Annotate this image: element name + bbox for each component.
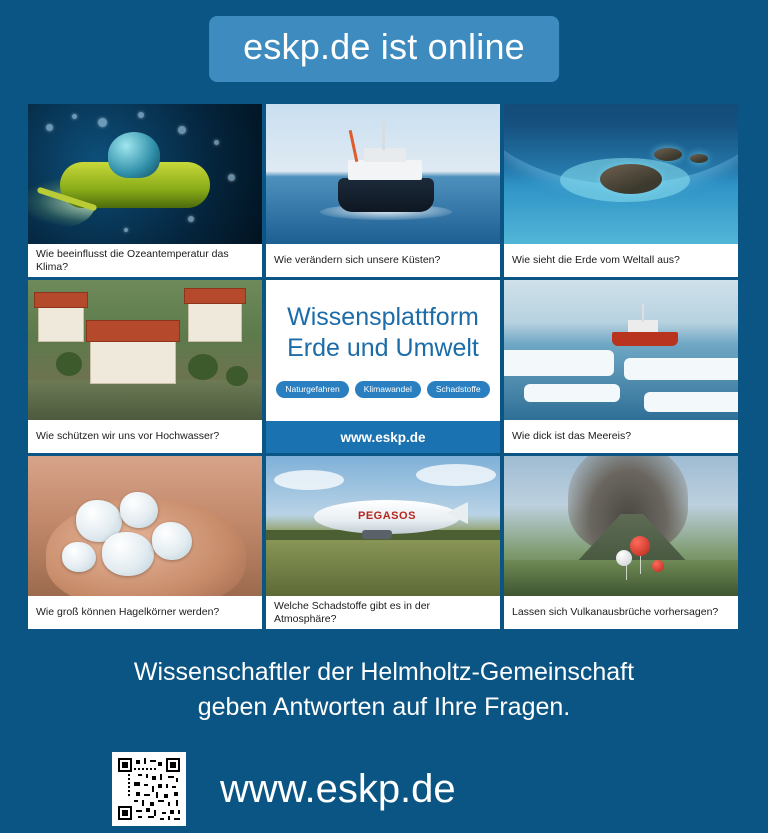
card-caption: Wie dick ist das Meereis?: [512, 430, 632, 442]
icebreaker-photo: [504, 280, 738, 420]
card-caption: Wie verändern sich unsere Küsten?: [274, 254, 441, 266]
ship-hull: [338, 178, 434, 212]
hailstone: [120, 492, 158, 528]
card-caption: Wie groß können Hagelkörner werden?: [36, 606, 220, 618]
island-shape: [690, 154, 708, 163]
card-hail[interactable]: [28, 456, 262, 629]
card-grid: [28, 104, 740, 629]
card-caption: Wie schützen wir uns vor Hochwasser?: [36, 430, 220, 442]
card-caption: Wie sieht die Erde vom Weltall aus?: [512, 254, 680, 266]
tree: [56, 352, 82, 376]
header-banner: [209, 16, 559, 82]
bubble-icon: [178, 126, 186, 134]
research-ship-photo: [266, 104, 500, 244]
bubble-icon: [228, 174, 235, 181]
volcano-photo: [504, 456, 738, 596]
flood-water: [28, 380, 262, 420]
tag-klimawandel[interactable]: Klimawandel: [355, 381, 421, 398]
footer-line-2: geben Antworten auf Ihre Fragen.: [197, 693, 571, 721]
promo-tags: [276, 381, 489, 398]
red-balloon: [630, 536, 650, 556]
promo-title: [287, 302, 479, 364]
building: [188, 300, 242, 342]
ice-floe: [624, 358, 738, 380]
promo-card[interactable]: [266, 280, 500, 453]
promo-title-line1: Wissensplattform: [287, 303, 479, 331]
zeppelin-label: PEGASOS: [358, 510, 416, 522]
icebreaker-hull: [612, 332, 678, 346]
ship-mast: [382, 120, 385, 150]
building: [38, 304, 84, 342]
card-submarine[interactable]: [28, 104, 262, 277]
qr-code[interactable]: [112, 752, 186, 826]
ice-floe: [524, 384, 620, 402]
card-caption: Wie beeinflusst die Ozeantemperatur das Klima?: [36, 247, 229, 273]
promo-title-line2: Erde und Umwelt: [287, 334, 479, 362]
footer-url[interactable]: www.eskp.de: [220, 767, 456, 811]
earth-from-space-photo: [504, 104, 738, 244]
submarine-dome: [108, 132, 160, 178]
ship-bridge: [364, 148, 406, 162]
zeppelin-photo: [266, 456, 500, 596]
roof: [184, 288, 246, 304]
bubble-icon: [138, 112, 144, 118]
footer-text: [0, 655, 768, 725]
ship-crane: [349, 130, 359, 162]
bubble-icon: [214, 140, 219, 145]
card-volcano[interactable]: [504, 456, 738, 629]
red-balloon: [652, 560, 664, 572]
tag-naturgefahren[interactable]: Naturgefahren: [276, 381, 348, 398]
island-shape: [654, 148, 682, 161]
bubble-icon: [98, 118, 107, 127]
hailstone: [152, 522, 192, 560]
page-title: eskp.de ist online: [243, 26, 525, 67]
hailstone: [102, 532, 154, 576]
zeppelin-gondola: [362, 530, 392, 539]
footer-line-1: Wissenschaftler der Helmholtz-Gemeinschaft: [133, 658, 635, 686]
roof: [34, 292, 88, 308]
submarine-photo: [28, 104, 262, 244]
card-caption: Lassen sich Vulkanausbrüche vorhersagen?: [512, 606, 719, 618]
tag-schadstoffe[interactable]: Schadstoffe: [427, 381, 490, 398]
hailstone: [62, 542, 96, 572]
icebreaker-mast: [642, 304, 644, 322]
footer-bottom: [112, 752, 456, 826]
island-shape: [600, 164, 662, 194]
card-flood[interactable]: [28, 280, 262, 453]
bubble-icon: [72, 114, 77, 119]
bubble-icon: [46, 124, 53, 131]
ice-floe: [504, 350, 614, 376]
white-balloon: [616, 550, 632, 566]
promo-url[interactable]: www.eskp.de: [266, 421, 500, 453]
card-sea-ice[interactable]: [504, 280, 738, 453]
flooded-village-photo: [28, 280, 262, 420]
hailstones-photo: [28, 456, 262, 596]
cloud: [274, 470, 344, 490]
tree: [188, 354, 218, 380]
card-caption: Welche Schadstoffe gibt es in der Atmosphäre?: [274, 599, 431, 625]
ship-deck: [348, 160, 422, 180]
roof: [86, 320, 180, 342]
building: [90, 338, 176, 384]
bubble-icon: [124, 228, 128, 232]
bubble-icon: [188, 216, 194, 222]
card-coasts[interactable]: [266, 104, 500, 277]
card-atmosphere[interactable]: [266, 456, 500, 629]
cloud: [416, 464, 496, 486]
tree: [226, 366, 248, 386]
card-earth[interactable]: [504, 104, 738, 277]
ice-floe: [644, 392, 738, 412]
